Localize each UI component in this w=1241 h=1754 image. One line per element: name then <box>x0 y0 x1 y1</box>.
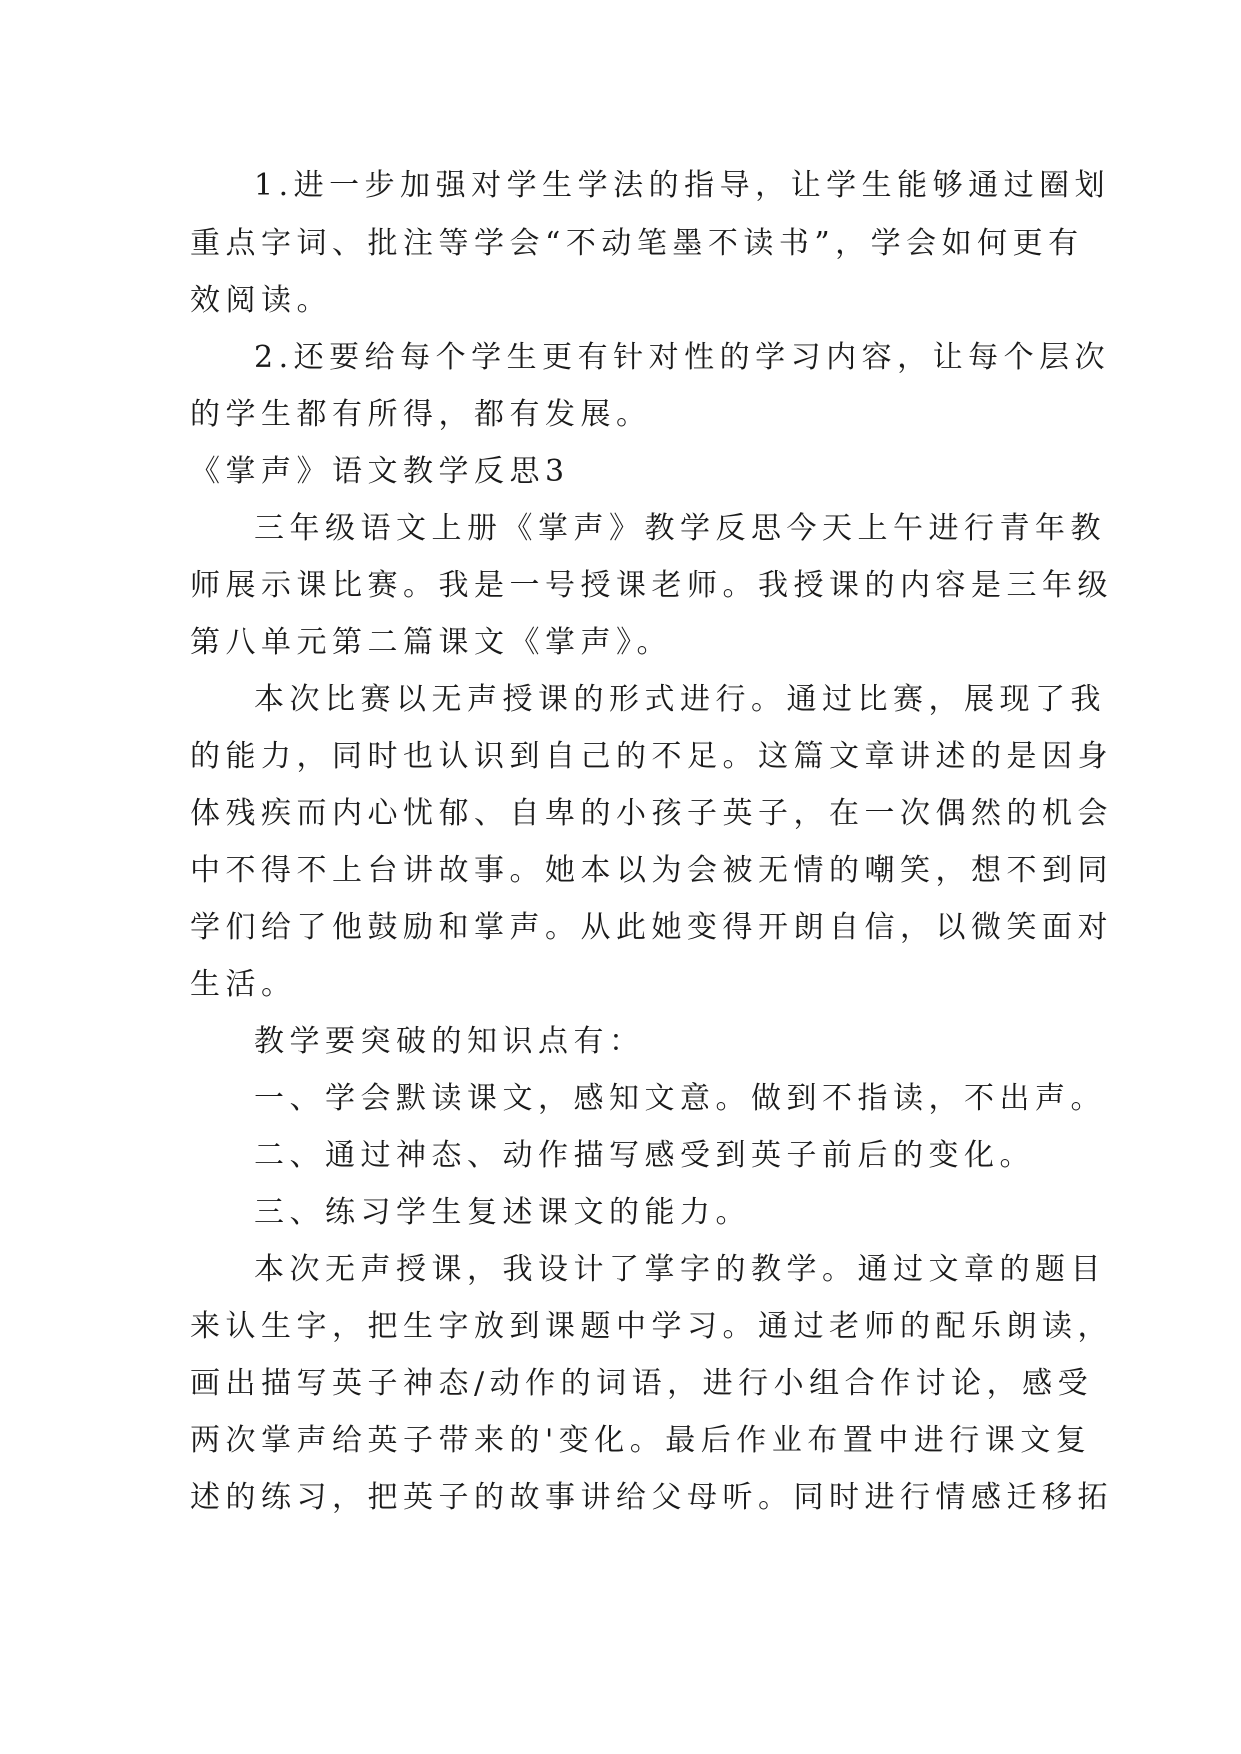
paragraph-line: 本次比赛以无声授课的形式进行。通过比赛，展现了我 <box>254 682 1106 717</box>
paragraph-line: 画出描写英子神态/动作的词语，进行小组合作讨论，感受 <box>190 1366 1094 1401</box>
paragraph-line: 2.还要给每个学生更有针对性的学习内容，让每个层次 <box>254 340 1111 375</box>
paragraph-line: 的能力，同时也认识到自己的不足。这篇文章讲述的是因身 <box>190 739 1113 774</box>
paragraph-line: 三年级语文上册《掌声》教学反思今天上午进行青年教 <box>254 511 1106 546</box>
list-item: 一、学会默读课文，感知文意。做到不指读，不出声。 <box>254 1081 1106 1116</box>
paragraph-line: 中不得不上台讲故事。她本以为会被无情的嘲笑，想不到同 <box>190 853 1113 888</box>
paragraph-line: 来认生字，把生字放到课题中学习。通过老师的配乐朗读， <box>190 1309 1113 1344</box>
paragraph-line: 教学要突破的知识点有： <box>254 1024 645 1059</box>
paragraph-line: 效阅读。 <box>190 283 332 318</box>
section-heading: 《掌声》语文教学反思3 <box>190 454 570 489</box>
paragraph-line: 本次无声授课，我设计了掌字的教学。通过文章的题目 <box>254 1252 1106 1287</box>
paragraph-line: 述的练习，把英子的故事讲给父母听。同时进行情感迁移拓 <box>190 1480 1113 1515</box>
paragraph-line: 生活。 <box>190 967 297 1002</box>
paragraph-line: 1.进一步加强对学生学法的指导，让学生能够通过圈划 <box>254 168 1111 203</box>
list-item: 三、练习学生复述课文的能力。 <box>254 1195 751 1230</box>
list-item: 二、通过神态、动作描写感受到英子前后的变化。 <box>254 1138 1035 1173</box>
paragraph-line: 重点字词、批注等学会“不动笔墨不读书”，学会如何更有 <box>190 226 1084 261</box>
paragraph-line: 的学生都有所得，都有发展。 <box>190 397 652 432</box>
paragraph-line: 第八单元第二篇课文《掌声》。 <box>190 625 672 660</box>
paragraph-line: 体残疾而内心忧郁、自卑的小孩子英子，在一次偶然的机会 <box>190 796 1113 831</box>
paragraph-line: 学们给了他鼓励和掌声。从此她变得开朗自信，以微笑面对 <box>190 910 1113 945</box>
paragraph-line: 师展示课比赛。我是一号授课老师。我授课的内容是三年级 <box>190 568 1113 603</box>
paragraph-line: 两次掌声给英子带来的'变化。最后作业布置中进行课文复 <box>190 1423 1092 1458</box>
